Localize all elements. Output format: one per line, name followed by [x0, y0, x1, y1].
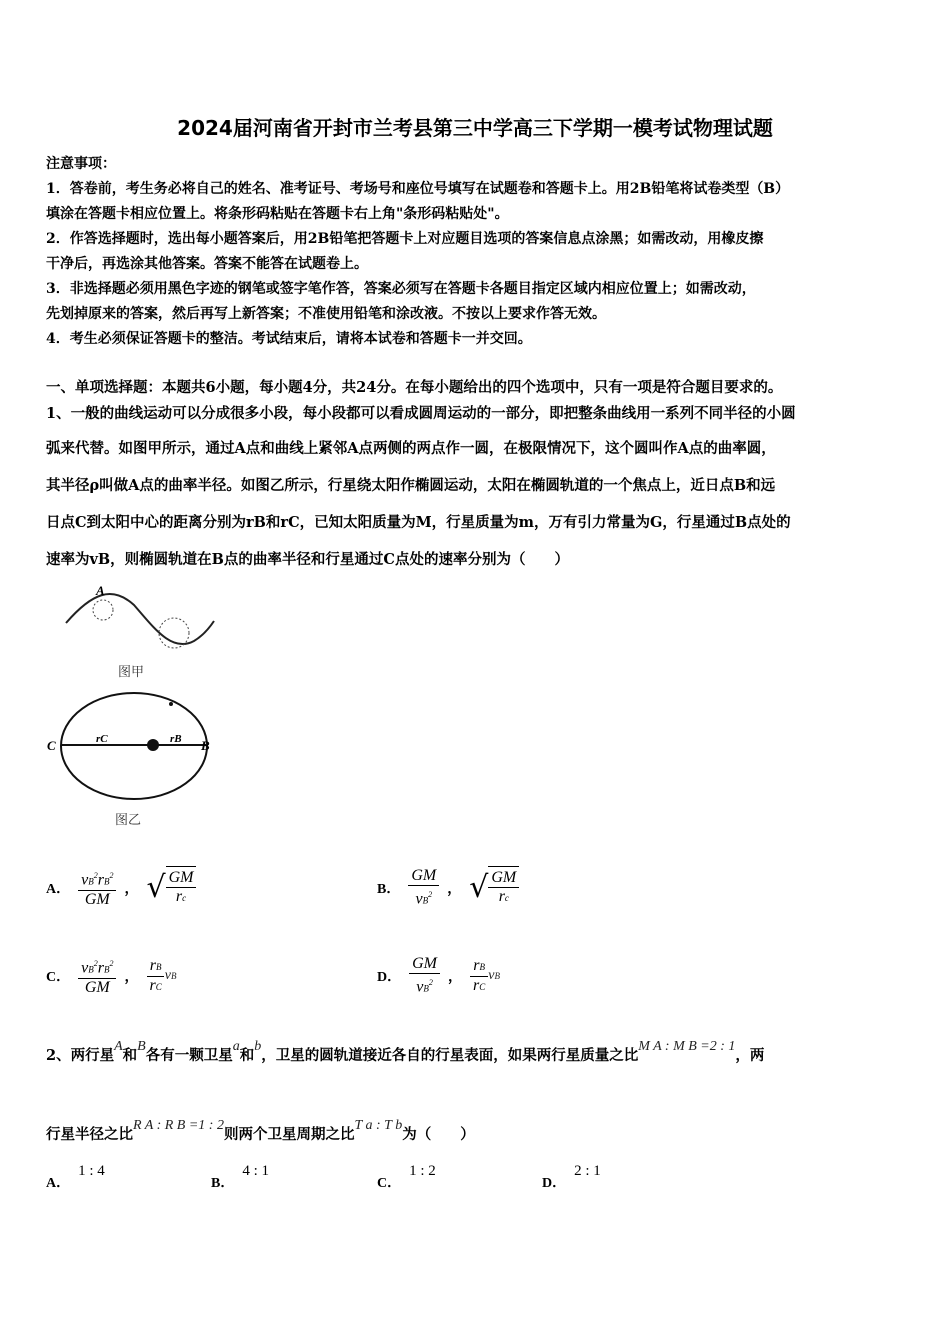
notice-heading: 注意事项： [46, 156, 116, 172]
q2-option-a[interactable] [46, 1163, 105, 1192]
option-letter: A． [46, 1176, 71, 1191]
page-title: 2024届河南省开封市兰考县第三中学高三下学期一模考试物理试题 [177, 116, 773, 140]
option-letter: C． [46, 970, 71, 986]
question-2-line-1 [46, 1039, 765, 1065]
q2-option-b[interactable] [211, 1163, 270, 1192]
option-value: 2 : 1 [574, 1163, 601, 1179]
period-ratio: T a : T b [354, 1118, 403, 1133]
option-letter: C． [377, 1176, 402, 1191]
question-1 [46, 375, 910, 578]
figure-yi-caption: 图乙 [115, 813, 142, 828]
figure-jia [62, 583, 217, 655]
option-expr1: $\frac{vB^2rB^2}{GM}$ [78, 867, 116, 909]
q2-text: 各有一颗卫星 [145, 1047, 233, 1064]
notice-section [46, 152, 910, 352]
notice-line: 干净后，再选涂其他答案。答案不能答在试题卷上。 [46, 256, 368, 272]
option-a[interactable]: A． $\frac{vB^2rB^2}{GM}$ ， √ $\frac{GM}{rc}$ [46, 866, 196, 910]
q2-text: 和 [122, 1047, 138, 1064]
curvature-circle-a [93, 600, 113, 620]
option-expr1: $\frac{vB^2rB^2}{GM}$ [78, 955, 116, 997]
notice-line: 先划掉原来的答案，然后再写上新答案；不准使用铅笔和涂改液。不按以上要求作答无效。 [46, 306, 606, 322]
option-letter: D． [542, 1176, 567, 1191]
notice-line: 填涂在答题卡相应位置上。将条形码粘贴在答题卡右上角"条形码粘贴处"。 [46, 206, 509, 222]
option-letter: D． [377, 970, 402, 986]
q2-text: 行星半径之比 [46, 1126, 133, 1143]
q2-text: 为（ ） [402, 1126, 475, 1143]
question-1-text: 1、一般的曲线运动可以分成很多小段，每小段都可以看成圆周运动的一部分，即把整条曲线用一系列不同半径的小圆 [46, 405, 796, 422]
point-c-label: C [47, 738, 56, 753]
option-letter: A． [46, 882, 71, 897]
option-expr2: $\frac{rB}{rC}$ vB [146, 957, 176, 996]
satellite-a-symbol: a [232, 1039, 240, 1054]
option-c[interactable]: C． $\frac{vB^2rB^2}{GM}$ ， $\frac{rB}{rC}$ vB [46, 956, 177, 997]
q2-option-c[interactable] [377, 1163, 436, 1192]
option-value: 4 : 1 [242, 1163, 270, 1179]
q2-text: 和 [239, 1047, 255, 1064]
option-d[interactable]: D． $\frac{GM}{vB^2}$ ， $\frac{rB}{rC}$ vB [377, 955, 500, 996]
option-b[interactable]: B． $\frac{GM}{vB^2}$ ， √ $\frac{GM}{rc}$ [377, 866, 519, 910]
option-value: 1 : 2 [409, 1163, 436, 1179]
planet-b-symbol: B [137, 1039, 146, 1054]
rb-label: rB [170, 733, 182, 745]
figure-jia-caption: 图甲 [118, 665, 145, 680]
mass-ratio: M A : M B =2 : 1 [638, 1039, 736, 1054]
satellite-b-symbol: b [254, 1039, 262, 1054]
option-expr2: $\frac{rB}{rC}$ vB [470, 957, 500, 996]
option-value: 1 : 4 [78, 1163, 105, 1179]
question-1-text: 速率为vB，则椭圆轨道在B点的曲率半径和行星通过C点处的速率分别为（ ） [46, 551, 569, 568]
curve-line [66, 594, 214, 644]
sun-dot [147, 739, 159, 751]
figure-yi [44, 688, 219, 806]
notice-line: 4．考生必须保证答题卡的整洁。考试结束后，请将本试卷和答题卡一并交回。 [46, 331, 532, 347]
option-letter: B． [377, 882, 401, 897]
question-1-text: 弧来代替。如图甲所示，通过A点和曲线上紧邻A点两侧的两点作一圆，在极限情况下，这个圆叫作A点的曲率圆， [46, 440, 776, 457]
question-1-text: 日点C到太阳中心的距离分别为rB和rC，已知太阳质量为M，行星质量为m，万有引力常量为G，行星通过B点处的 [46, 514, 791, 531]
rc-label: rC [96, 733, 108, 745]
option-expr1: $\frac{GM}{vB^2}$ [409, 955, 440, 997]
radius-ratio: R A : R B =1 : 2 [133, 1118, 224, 1133]
planet-a-symbol: A [114, 1039, 123, 1054]
point-b-label: B [201, 738, 210, 753]
notice-line: 3．非选择题必须用黑色字迹的钢笔或签字笔作答，答案必须写在答题卡各题目指定区域内相应位置上；如需改动， [46, 281, 756, 297]
point-a-label: A [96, 583, 105, 598]
notice-line: 2．作答选择题时，选出每小题答案后，用2B铅笔把答题卡上对应题目选项的答案信息点涂黑；如需改动，用橡皮擦 [46, 231, 764, 247]
section-heading: 一、单项选择题：本题共6小题，每小题4分，共24分。在每小题给出的四个选项中，只有一项是符合题目要求的。 [46, 379, 783, 396]
option-expr1: $\frac{GM}{vB^2}$ [408, 867, 439, 909]
option-expr2: √ $\frac{GM}{rc}$ [469, 866, 519, 910]
planet-dot [169, 702, 173, 706]
q2-text: ，卫星的圆轨道接近各自的行星表面，如果两行星质量之比 [261, 1047, 639, 1064]
q2-text: ，两 [735, 1047, 765, 1064]
notice-line: 1．答卷前，考生务必将自己的姓名、准考证号、考场号和座位号填写在试题卷和答题卡上。用2B铅笔将试卷类型（B） [46, 181, 790, 197]
q2-option-d[interactable] [542, 1163, 601, 1192]
option-expr2: √ $\frac{GM}{rc}$ [146, 866, 196, 910]
q2-text: 2、两行星 [46, 1047, 115, 1064]
question-2-line-2 [46, 1118, 475, 1144]
option-letter: B． [211, 1176, 235, 1191]
question-1-text: 其半径ρ叫做A点的曲率半径。如图乙所示，行星绕太阳作椭圆运动，太阳在椭圆轨道的一个焦点上，近日点B和远 [46, 477, 776, 494]
q2-text: 则两个卫星周期之比 [223, 1126, 355, 1143]
